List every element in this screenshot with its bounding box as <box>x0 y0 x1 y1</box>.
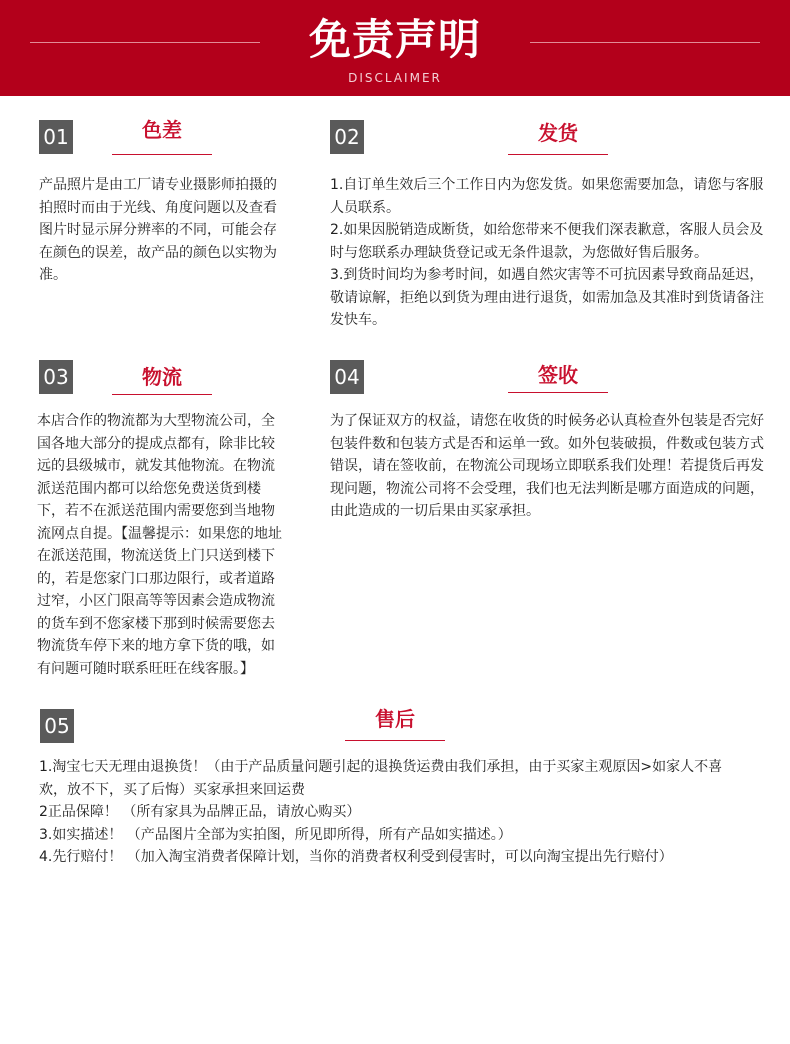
section-title-underline <box>112 394 212 395</box>
section-title-signing: 签收 <box>538 363 578 387</box>
section-number-05: 05 <box>40 709 74 743</box>
list-item: 3.到货时间均为参考时间，如遇自然灾害等不可抗因素导致商品延迟，敬请谅解，拒绝以到货为理由进行退货，如需加急及其准时到货请备注发快车。 <box>330 267 764 328</box>
section-list-after-sales <box>39 756 739 869</box>
section-text-logistics: 本店合作的物流都为大型物流公司，全国各地大部分的提成点都有，除非比较远的县级城市，就发其他物流。在物流派送范围内都可以给您免费送货到楼下，若不在派送范围内需要您到当地物流网点自提。【温馨提示：如果您的地址在派送范围，物流送货上门只送到楼下的，若是您家门口那边限行，或者道路过窄，小区门限高等等因素会造成物流的货车到不您家楼下那到时候需要您去物流货车停下来的地方拿下货的哦，如有问题可随时联系旺旺在线客服。】 <box>37 413 282 677</box>
page-subtitle: DISCLAIMER <box>348 71 442 85</box>
section-text-color-difference: 产品照片是由工厂请专业摄影师拍摄的拍照时而由于光线、角度问题以及查看图片时显示屏分辨率的不同，可能会存在颜色的误差，故产品的颜色以实物为准。 <box>39 177 277 283</box>
section-title-after-sales: 售后 <box>375 707 415 731</box>
section-number-04: 04 <box>330 360 364 394</box>
list-item: 4.先行赔付！ （加入淘宝消费者保障计划，当你的消费者权利受到侵害时，可以向淘宝提出先行赔付） <box>39 849 673 865</box>
section-number-01: 01 <box>39 120 73 154</box>
list-item: 2正品保障！ （所有家具为品牌正品，请放心购买） <box>39 804 361 820</box>
section-title-shipping: 发货 <box>538 121 578 145</box>
list-item: 3.如实描述！ （产品图片全部为实拍图，所见即所得，所有产品如实描述。） <box>39 826 512 843</box>
section-title-underline <box>508 154 608 155</box>
section-title-underline <box>508 392 608 393</box>
section-title-underline <box>112 154 212 155</box>
list-item: 2.如果因脱销造成断货，如给您带来不便我们深表歉意，客服人员会及时与您联系办理缺货登记或无条件退款，为您做好售后服务。 <box>330 222 764 261</box>
section-number-03: 03 <box>39 360 73 394</box>
section-list-shipping <box>330 174 765 332</box>
list-item: 1.自订单生效后三个工作日内为您发货。如果您需要加急，请您与客服人员联系。 <box>330 177 764 216</box>
section-title-underline <box>345 740 445 741</box>
section-text-signing: 为了保证双方的权益，请您在收货的时候务必认真检查外包装是否完好包装件数和包装方式是否和运单一致。如外包装破损，件数或包装方式错误，请在签收前，在物流公司现场立即联系我们处理！若提货后再发现问题，物流公司将不会受理，我们也无法判断是哪方面造成的问题，由此造成的一切后果由买家承担。 <box>330 413 764 519</box>
header-banner <box>0 0 790 96</box>
section-title-color-difference: 色差 <box>142 118 182 142</box>
page-title: 免责声明 <box>308 15 481 64</box>
section-title-logistics: 物流 <box>142 365 182 389</box>
list-item: 1.淘宝七天无理由退换货！（由于产品质量问题引起的退换货运费由我们承担，由于买家主观原因>如家人不喜欢，放不下，买了后悔）买家承担来回运费 <box>39 759 723 798</box>
section-number-02: 02 <box>330 120 364 154</box>
